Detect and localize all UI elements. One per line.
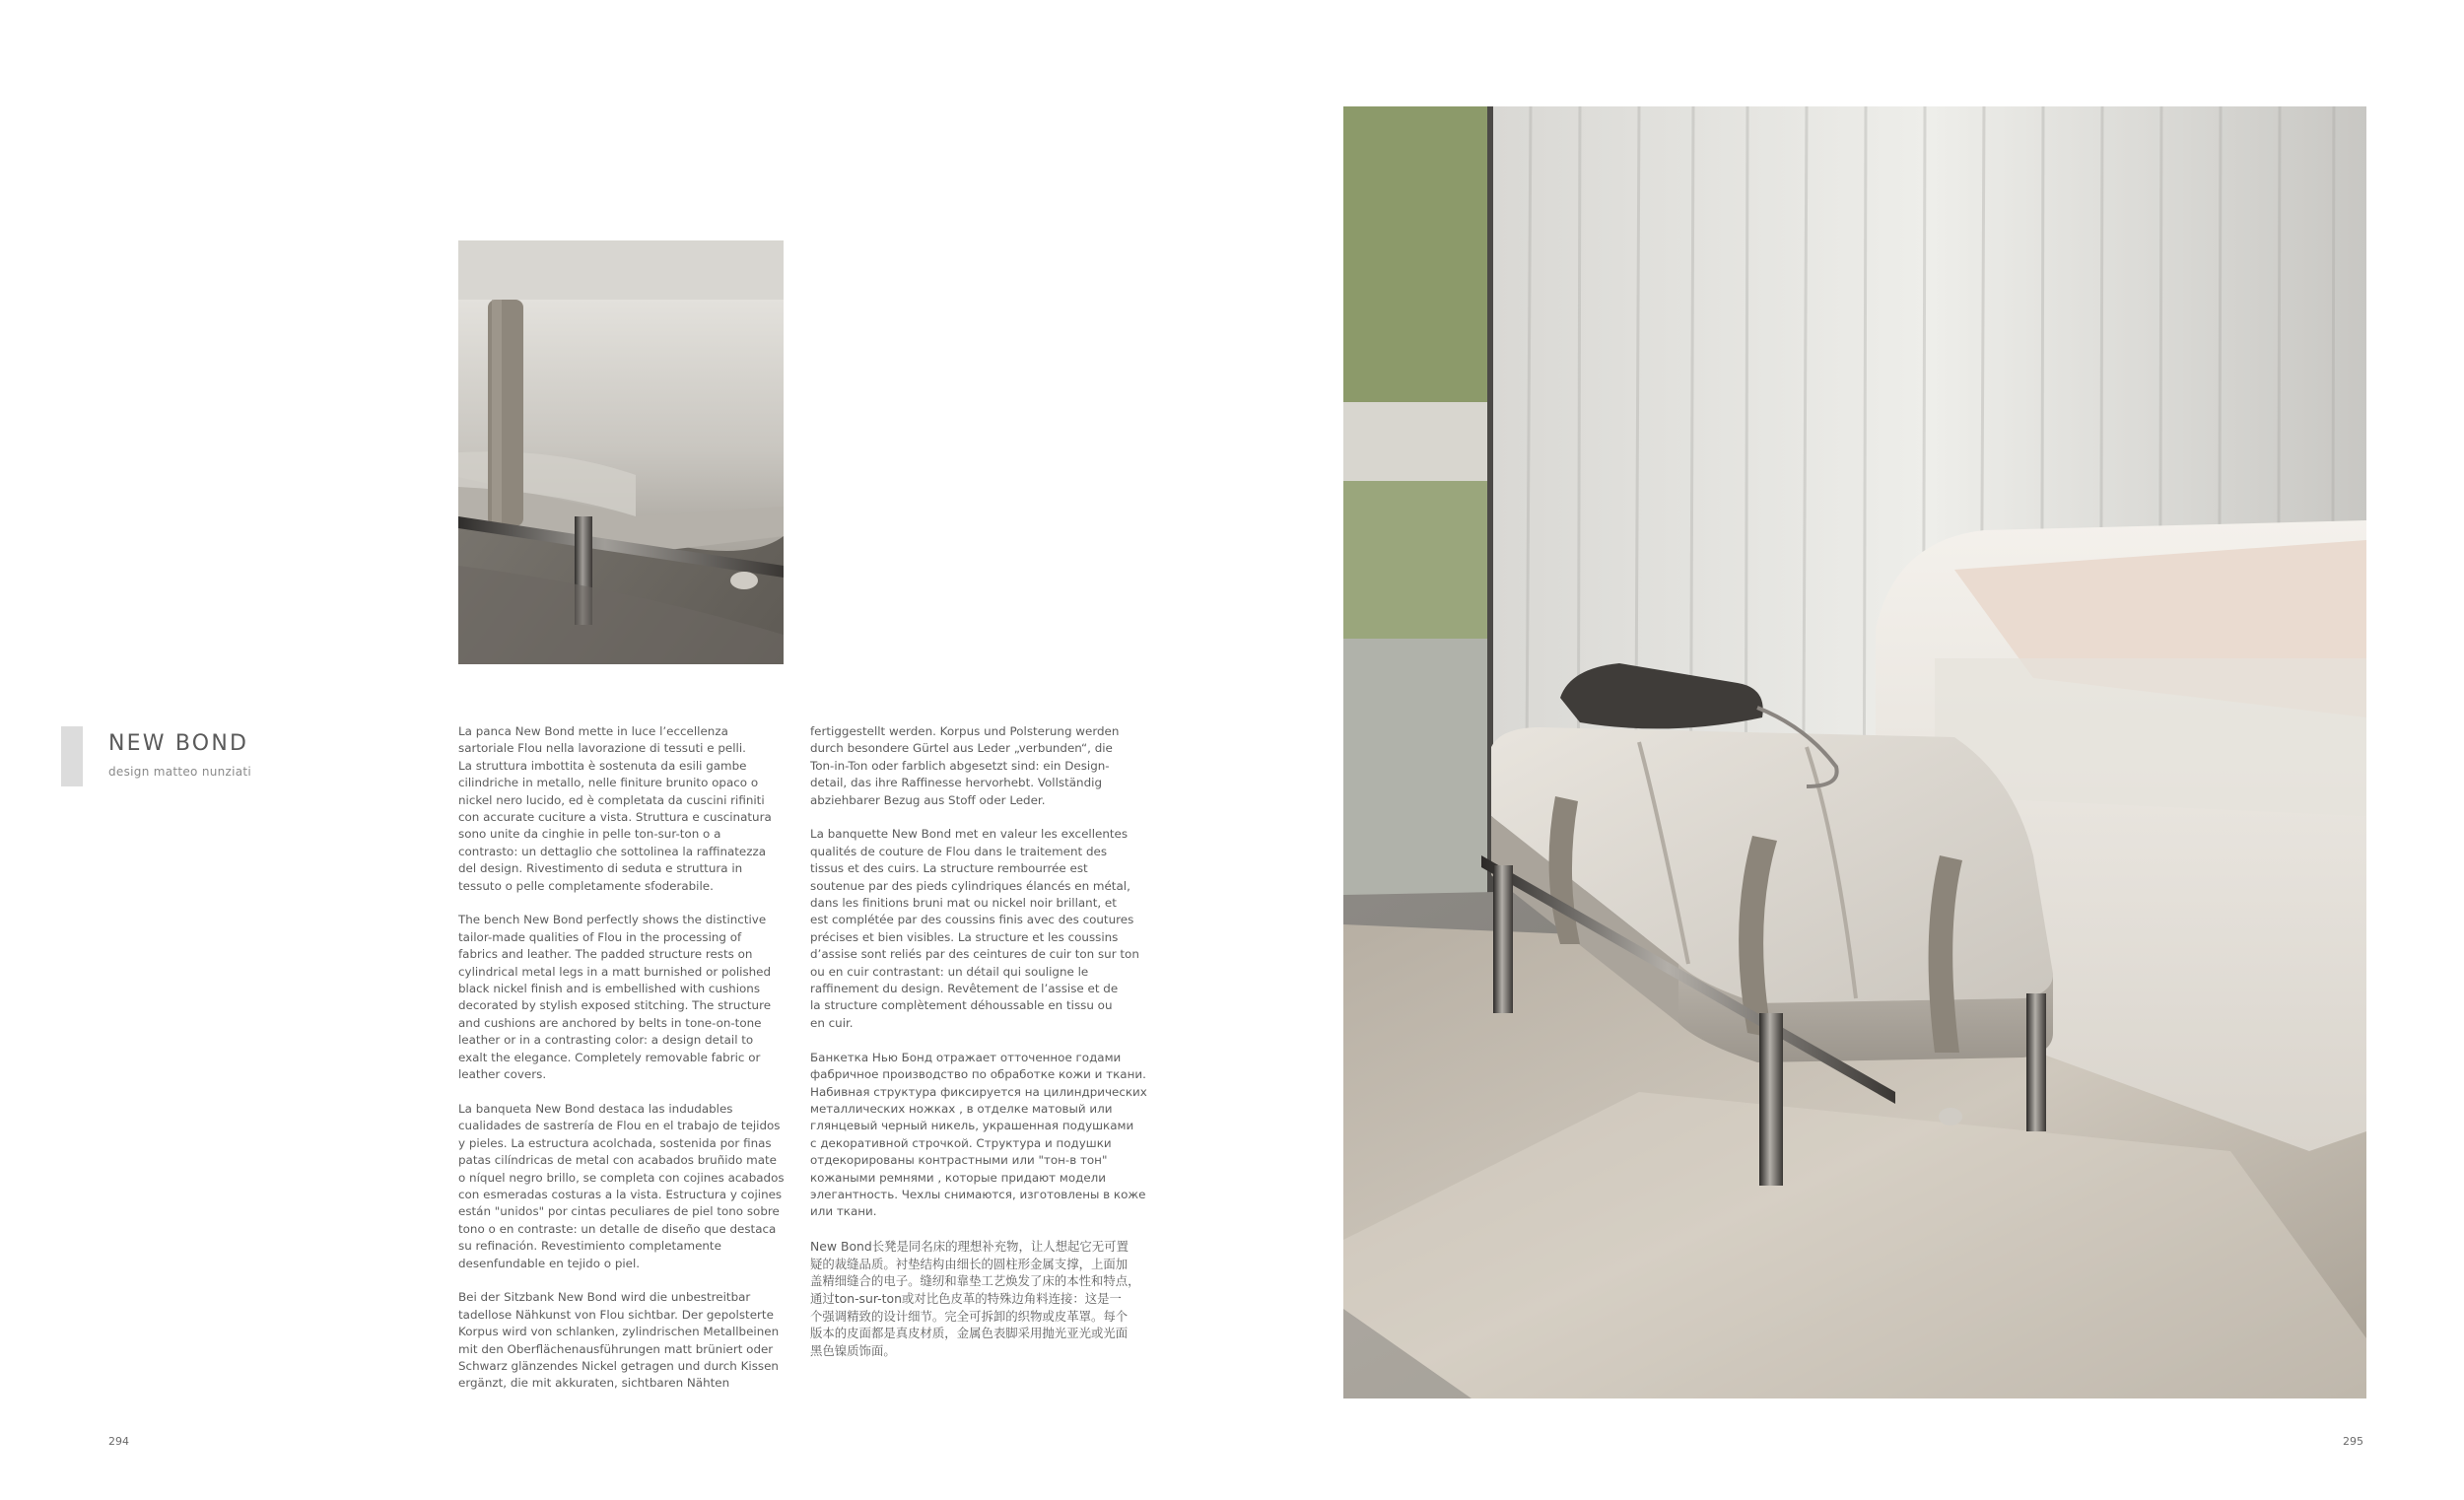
paragraph-french: La banquette New Bond met en valeur les excellentes qualités de couture de Flou dans le traitement des tissus et des cuirs. La structure rembourrée est soutenue par des pieds cylindriques élancés en métal, dans les finitions bruni mat ou nickel noir brillant, et est complétée par des coussins finis avec des coutures précises et bien visibles. La structure et les coussins d’assise sont reliés par des ceintures de cuir ton sur ton ou en cuir contrastant: un détail qui souligne le raffinement du design. Revêtement de l’assise et de la structure complètement déhoussable en tissu ou en cuir. (810, 827, 1139, 1030)
title-marker-bar (61, 726, 83, 786)
designer-credit: design matteo nunziati (108, 765, 252, 779)
bench-room-illustration (1343, 106, 2366, 1398)
paragraph-german-end: fertiggestellt werden. Korpus und Polsterung werden durch besondere Gürtel aus Leder „verbunden“, die Ton-in-Ton oder farblich abgesetzt sind: ein Design- detail, das ihre Raffinesse hervorhebt. Vollständig abziehbarer Bezug aus Stoff oder Leder. (810, 724, 1120, 807)
text-column-left (458, 723, 803, 1409)
paragraph-german-start: Bei der Sitzbank New Bond wird die unbestreitbar tadellose Nähkunst von Flou sichtbar. Der gepolsterte Korpus wird von schlanken, zylindrischen Metallbeinen mit den Oberflächenausführungen matt brüniert oder Schwarz glänzendes Nickel getragen und durch Kissen ergänzt, die mit akkuraten, sichtbaren Nähten (458, 1290, 780, 1391)
bench-room-photo (1343, 106, 2366, 1398)
product-title: NEW BOND (108, 731, 249, 756)
paragraph-english: The bench New Bond perfectly shows the distinctive tailor-made qualities of Flou in the processing of fabrics and leather. The padded structure rests on cylindrical metal legs in a matt burnished or polished black nickel finish and is embellished with cushions decorated by stylish exposed stitching. The structure and cushions are anchored by belts in tone-on-tone leather or in a contrasting color: a design detail to exalt the elegance. Completely removable fabric or leather covers. (458, 913, 772, 1082)
paragraph-spanish: La banqueta New Bond destaca las indudables cualidades de sastrería de Flou en el trabajo de tejidos y pieles. La estructura acolchada, sostenida por finas patas cilíndricas de metal con acabados bruñido mate o níquel negro brillo, se completa con cojines acabados con esmeradas costuras a la vista. Estructura y cojines están "unidos" por cintas peculiares de piel tono sobre tono o en contraste: un detalle de diseño que destaca su refinación. Revestimiento completamente desenfundable en tejido o piel. (458, 1101, 785, 1270)
paragraph-russian: Банкетка Нью Бонд отражает отточенное годами фабричное производство по обработке кожи и ткани. Набивная структура фиксируется на цилиндрических металлических ножках , в отделке матовый или глянцевый черный никель, украшенная подушками с декоративной строчкой. Структура и подушки отдекорированы контрастными или "тон-в тон" кожаными ремнями , которые придают модели элегантность. Чехлы снимаются, изготовлены в коже или ткани. (810, 1050, 1147, 1219)
bench-detail-illustration (458, 240, 784, 664)
paragraph-chinese: New Bond长凳是同名床的理想补充物，让人想起它无可置 疑的裁缝品质。衬垫结构由细长的圆柱形金属支撑，上面加 盖精细缝合的电子。缝纫和靠垫工艺焕发了床的本性和特点， 通过ton-sur-ton或对比色皮革的特殊边角料连接：这是一 个强调精致的设计细节。完全可拆卸的织物或皮革罩。每个 版本的皮面都是真皮材质，金属色表脚采用抛光亚光或光面 黑色镍质饰面。 (810, 1239, 1140, 1358)
text-column-right (810, 723, 1155, 1377)
bench-detail-photo (458, 240, 784, 664)
page-number-right: 295 (2343, 1435, 2363, 1448)
page-number-left: 294 (108, 1435, 129, 1448)
paragraph-italian: La panca New Bond mette in luce l’eccellenza sartoriale Flou nella lavorazione di tessuti e pelli. La struttura imbottita è sostenuta da esili gambe cilindriche in metallo, nelle finiture brunito opaco o nickel nero lucido, ed è completata da cuscini rifiniti con accurate cuciture a vista. Struttura e cuscinatura sono unite da cinghie in pelle ton-sur-ton o a contrasto: un dettaglio che sottolinea la raffinatezza del design. Rivestimento di seduta e struttura in tessuto o pelle completamente sfoderabile. (458, 724, 772, 893)
